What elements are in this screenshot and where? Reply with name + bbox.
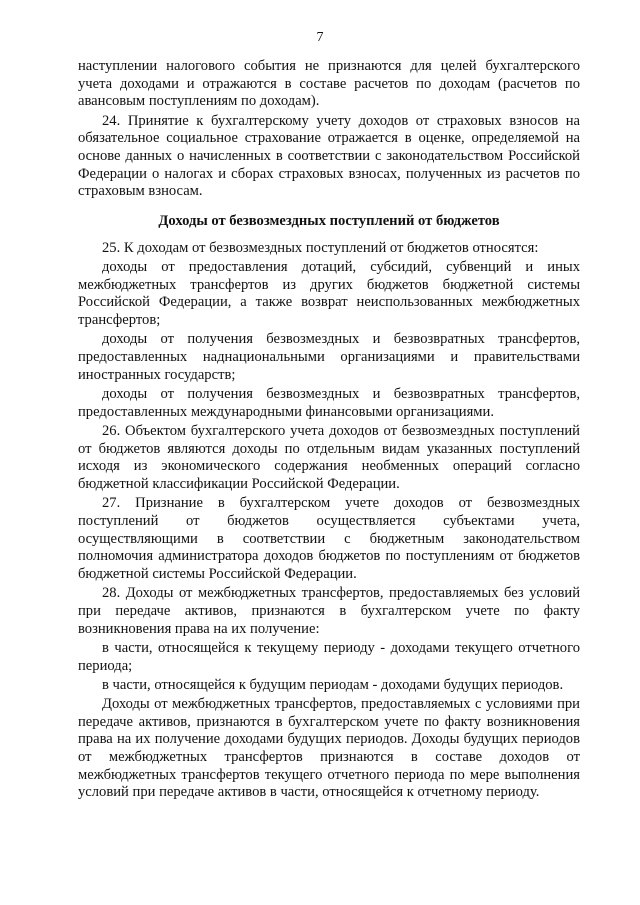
- paragraph-25: 25. К доходам от безвозмездных поступлений от бюджетов относятся:: [102, 239, 539, 256]
- paragraph-continuation: наступлении налогового события не признаются для целей бухгалтерского учета доходами и отражаются в составе расчетов по доходам (расчетов по авансовым поступлениям по доходам).: [78, 58, 580, 110]
- section-heading: Доходы от безвозмездных поступлений от бюджетов: [158, 213, 500, 230]
- paragraph-25-item-1: доходы от предоставления дотаций, субсидий, субвенций и иных межбюджетных трансфертов из других бюджетов бюджетной системы Российской Федерации, а также возврат неиспользованных межбюджетных трансфертов;: [78, 259, 580, 329]
- paragraph-27: 27. Признание в бухгалтерском учете доходов от безвозмездных поступлений от бюджетов осуществляется субъектами учета, осуществляющими в соответствии с бюджетным законодательством полномочия администратора доходов бюджетов по поступлениям от бюджетов бюджетной системы Российской Федерации.: [78, 495, 580, 582]
- paragraph-28-item-2: в части, относящейся к будущим периодам - доходами будущих периодов.: [102, 676, 564, 693]
- paragraph-26: 26. Объектом бухгалтерского учета доходов от безвозмездных поступлений от бюджетов являются доходы по отдельным видам указанных поступлений исходя из экономического содержания необменных операций согласно бюджетной классификации Российской Федерации.: [78, 422, 580, 492]
- paragraph-25-item-3: доходы от получения безвозмездных и безвозвратных трансфертов, предоставленных международными финансовыми организациями.: [78, 385, 580, 420]
- document-body: [78, 58, 580, 804]
- paragraph-28-conditions: Доходы от межбюджетных трансфертов, предоставляемых с условиями при передаче активов, признаются в бухгалтерском учете по факту возникновения права на их получение доходами будущих периодов. Доходы будущих периодов от межбюджетных трансфертов признаются в составе доходов от межбюджетных трансфертов текущего отчетного периода по мере выполнения условий при передаче активов в части, относящейся к отчетному периоду.: [78, 695, 580, 801]
- paragraph-28: 28. Доходы от межбюджетных трансфертов, предоставляемых без условий при передаче активов, признаются в бухгалтерском учете по факту возникновения права на их получение:: [78, 585, 580, 637]
- page-number: 7: [316, 30, 324, 45]
- paragraph-25-item-2: доходы от получения безвозмездных и безвозвратных трансфертов, предоставленных наднациональными организациями и правительствами иностранных государств;: [78, 331, 580, 383]
- paragraph-24: 24. Принятие к бухгалтерскому учету доходов от страховых взносов на обязательное социальное страхование отражается в оценке, определяемой на основе данных о начисленных в соответствии с законодательством Российской Федерации о налогах и сборах страховых взносах, полученных из расчетов по страховым взносам.: [78, 112, 580, 200]
- paragraph-28-item-1: в части, относящейся к текущему периоду - доходами текущего отчетного периода;: [78, 639, 580, 674]
